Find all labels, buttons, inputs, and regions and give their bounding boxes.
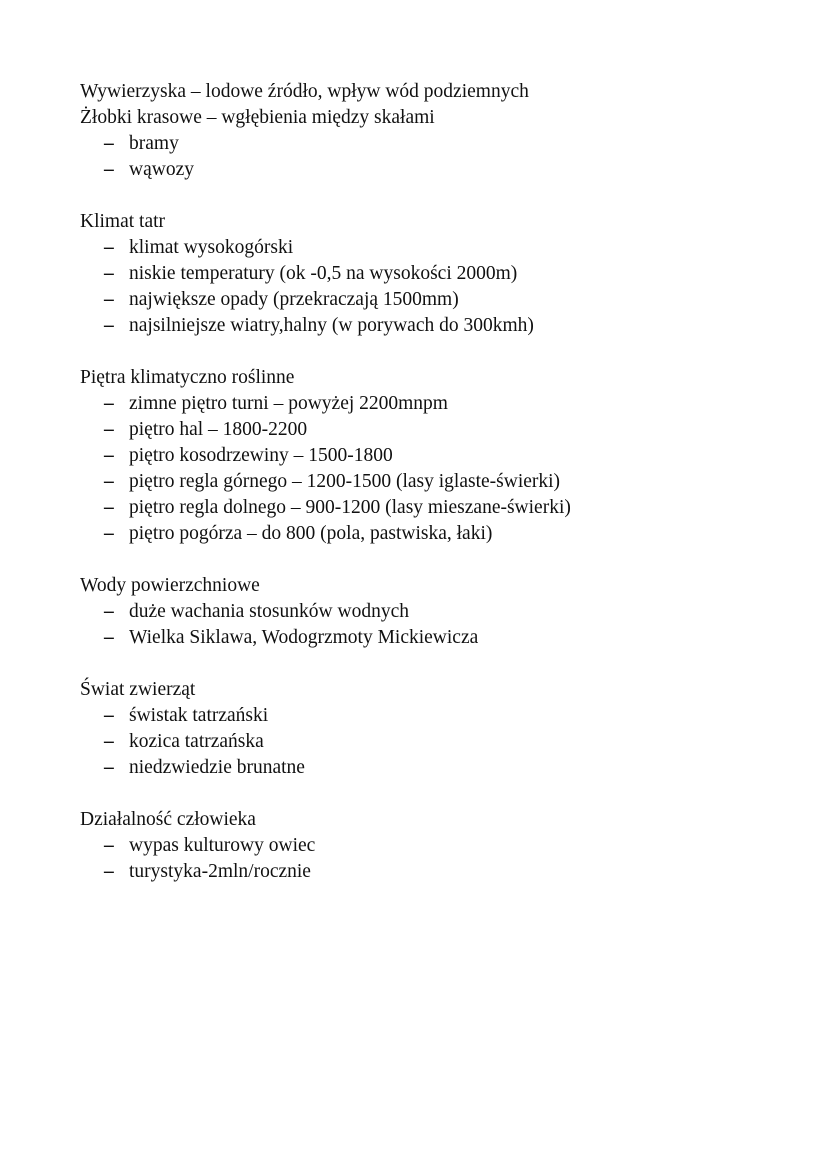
dash-bullet-icon: – (104, 757, 114, 778)
dash-bullet-icon: – (104, 835, 114, 856)
dash-bullet-icon: – (104, 627, 114, 648)
section-line: Wywierzyska – lodowe źródło, wpływ wód podziemnych (80, 81, 529, 102)
list-item: – wąwozy (80, 157, 780, 183)
dash-bullet-icon: – (104, 523, 114, 544)
dash-bullet-icon: – (104, 497, 114, 518)
section-heading: Świat zwierząt (80, 679, 196, 700)
list-item: – piętro pogórza – do 800 (pola, pastwiska, łaki) (80, 521, 780, 547)
list-item: – piętro regla dolnego – 900-1200 (lasy mieszane-świerki) (80, 495, 780, 521)
document-content (80, 79, 780, 911)
section-heading: Piętra klimatyczno roślinne (80, 367, 295, 388)
dash-bullet-icon: – (104, 861, 114, 882)
bullet-list (80, 131, 780, 183)
list-item: – niskie temperatury (ok -0,5 na wysokości 2000m) (80, 261, 780, 287)
bullet-list (80, 599, 780, 651)
section-karst (80, 79, 780, 183)
dash-bullet-icon: – (104, 731, 114, 752)
list-item: – zimne piętro turni – powyżej 2200mnpm (80, 391, 780, 417)
dash-bullet-icon: – (104, 289, 114, 310)
dash-bullet-icon: – (104, 601, 114, 622)
dash-bullet-icon: – (104, 445, 114, 466)
dash-bullet-icon: – (104, 315, 114, 336)
list-item: – piętro kosodrzewiny – 1500-1800 (80, 443, 780, 469)
list-item: – duże wachania stosunków wodnych (80, 599, 780, 625)
bullet-list (80, 703, 780, 781)
list-item: – piętro hal – 1800-2200 (80, 417, 780, 443)
list-item: – wypas kulturowy owiec (80, 833, 780, 859)
list-item: – bramy (80, 131, 780, 157)
section-fauna (80, 677, 780, 781)
section-climate (80, 209, 780, 339)
section-heading: Działalność człowieka (80, 809, 256, 830)
section-heading: Klimat tatr (80, 211, 166, 232)
bullet-list (80, 391, 780, 547)
list-item: – klimat wysokogórski (80, 235, 780, 261)
bullet-list (80, 235, 780, 339)
dash-bullet-icon: – (104, 393, 114, 414)
dash-bullet-icon: – (104, 159, 114, 180)
section-surface-water (80, 573, 780, 651)
list-item: – turystyka-2mln/rocznie (80, 859, 780, 885)
section-line: Żłobki krasowe – wgłębienia między skałami (80, 107, 435, 128)
section-human-activity (80, 807, 780, 885)
list-item: – największe opady (przekraczają 1500mm) (80, 287, 780, 313)
dash-bullet-icon: – (104, 705, 114, 726)
dash-bullet-icon: – (104, 263, 114, 284)
list-item: – świstak tatrzański (80, 703, 780, 729)
dash-bullet-icon: – (104, 419, 114, 440)
bullet-list (80, 833, 780, 885)
list-item: – kozica tatrzańska (80, 729, 780, 755)
section-vegetation-zones (80, 365, 780, 547)
list-item: – najsilniejsze wiatry,halny (w porywach do 300kmh) (80, 313, 780, 339)
dash-bullet-icon: – (104, 471, 114, 492)
list-item: – piętro regla górnego – 1200-1500 (lasy iglaste-świerki) (80, 469, 780, 495)
list-item: – Wielka Siklawa, Wodogrzmoty Mickiewicza (80, 625, 780, 651)
list-item: – niedzwiedzie brunatne (80, 755, 780, 781)
dash-bullet-icon: – (104, 133, 114, 154)
section-heading: Wody powierzchniowe (80, 575, 260, 596)
dash-bullet-icon: – (104, 237, 114, 258)
